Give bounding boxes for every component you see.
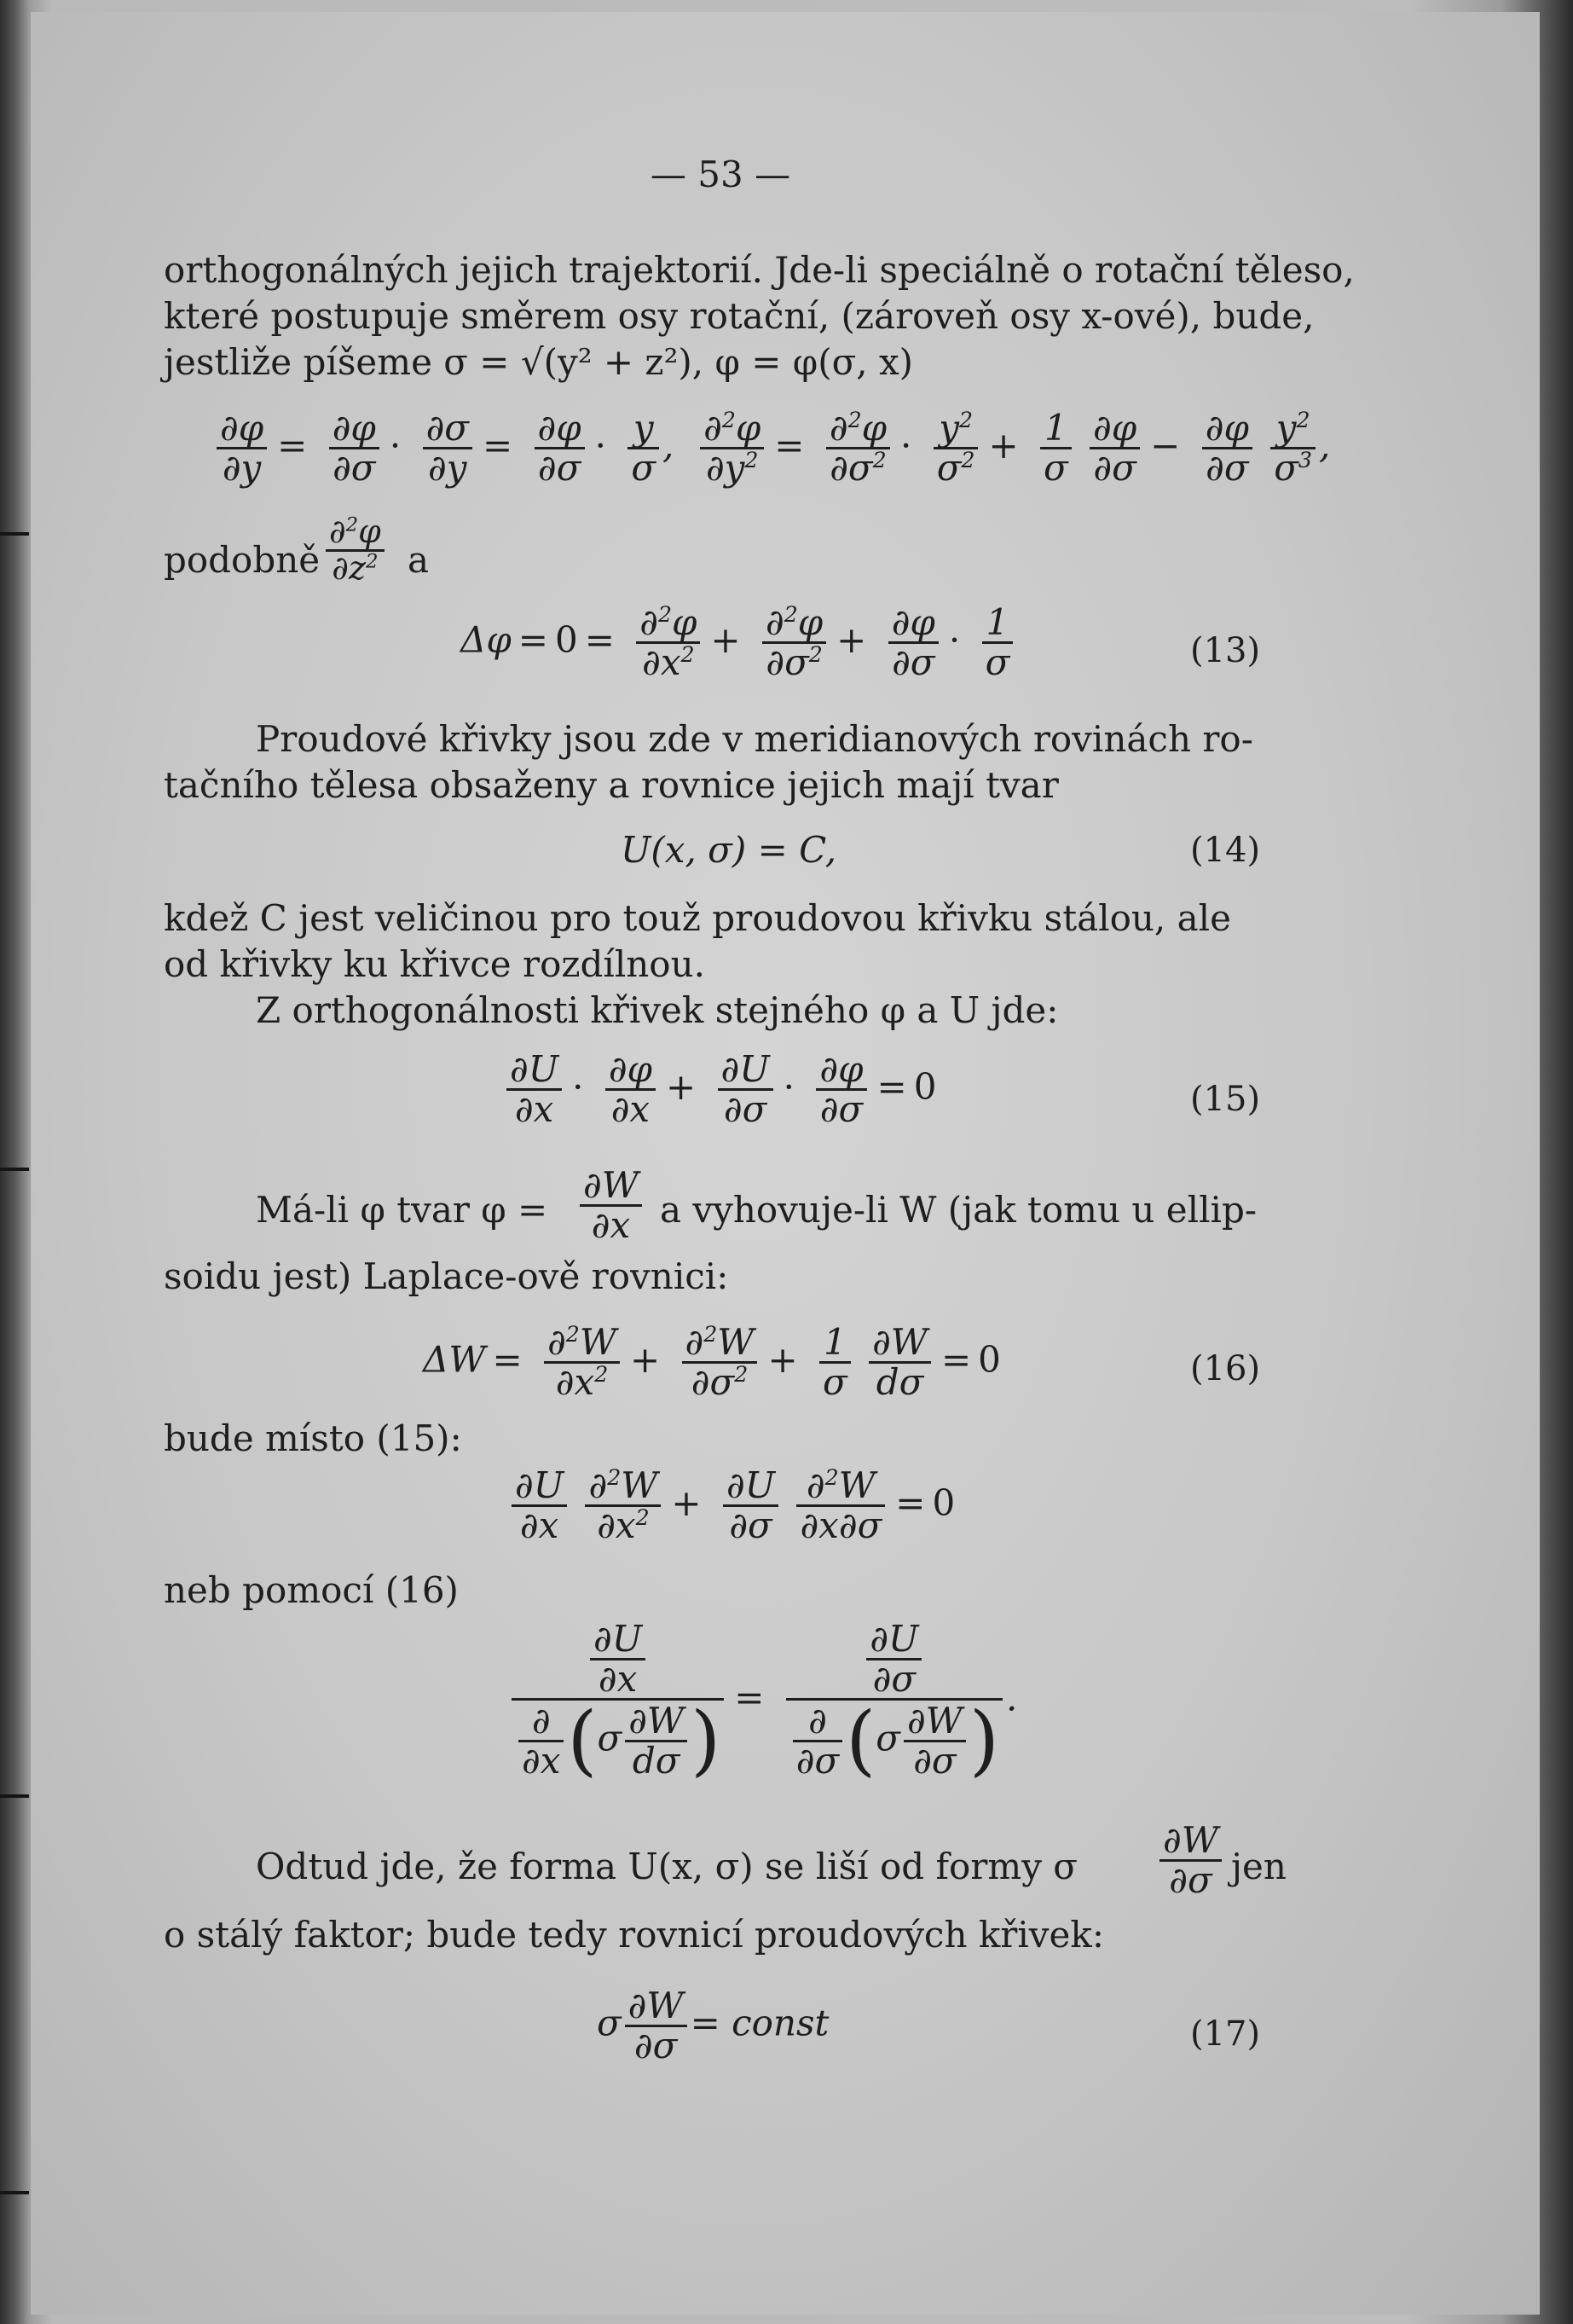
binding-mark	[0, 532, 29, 536]
text-line: Odtud jde, že forma U(x, σ) se liší od formy σ	[256, 1846, 1078, 1887]
equation-fraction: $\frac{\partial W}{\partial x}$	[576, 1167, 645, 1244]
binding-mark	[0, 2191, 29, 2194]
text-line: neb pomocí (16)	[164, 1569, 459, 1611]
text-line: bude místo (15):	[164, 1417, 462, 1459]
text-line: a	[408, 539, 430, 581]
page-number: — 53 —	[650, 154, 791, 195]
text-line: které postupuje směrem osy rotační, (zároveň osy x-ové), bude,	[164, 295, 1315, 337]
equation-ratio: $\frac{\partial U}{\partial x}$ $\frac{\partial}{\partial x}$ (σ $\frac{\partial W}{d\sigma}$ ) = $\frac{\partial U}{\partial\sigma}$ $\frac{\partial}{\partial\sigma}$ (σ $\frac{\partial W}{\partial\sigma}$ ) .	[508, 1620, 1017, 1782]
text-line: podobně	[164, 539, 321, 581]
equation-15: $\frac{\partial U}{\partial x}$ · $\frac{\partial\varphi}{\partial x}$ + $\frac{\partial U}{\partial\sigma}$ · $\frac{\partial\varphi}{\partial\sigma}$ = 0	[503, 1051, 936, 1128]
equation-number: (14)	[1190, 831, 1261, 870]
equation-number: (16)	[1190, 1349, 1261, 1388]
equation-fraction: $\frac{\partial W}{\partial\sigma}$	[1156, 1822, 1225, 1899]
text-line: Má-li φ tvar φ =	[256, 1189, 548, 1231]
equation-fraction: $\frac{\partial^2\varphi}{\partial z^2}$	[322, 515, 388, 586]
equation-17: σ $\frac{\partial W}{\partial\sigma}$ = const	[597, 1985, 830, 2067]
text-line: jestliže píšeme σ = √(y² + z²), φ = φ(σ, x)	[164, 341, 914, 383]
equation-number: (15)	[1190, 1080, 1261, 1119]
binding-mark	[0, 1168, 29, 1171]
equation-16: ΔW = $\frac{\partial^2W}{\partial x^2}$ + $\frac{\partial^2W}{\partial\sigma^2}$ + $\frac{1}{\sigma}$ $\frac{\partial W}{d\sigma}$ = 0	[423, 1321, 1001, 1404]
text-line: jen	[1231, 1846, 1287, 1887]
equation-number: (17)	[1190, 2014, 1261, 2054]
text-line: kdež C jest veličinou pro touž proudovou křivku stálou, ale	[164, 897, 1231, 939]
text-line: o stálý faktor; bude tedy rovnicí proudových křivek:	[164, 1914, 1104, 1956]
equation-number: (13)	[1190, 631, 1261, 670]
text-line: Z orthogonálnosti křivek stejného φ a U jde:	[256, 989, 1059, 1031]
text-line: tačního tělesa obsaženy a rovnice jejich mají tvar	[164, 764, 1059, 806]
equation-combined: $\frac{\partial U}{\partial x}$ $\frac{\partial^2W}{\partial x^2}$ + $\frac{\partial U}{\partial\sigma}$ $\frac{\partial^2W}{\partial x\partial\sigma}$ = 0	[508, 1467, 955, 1545]
text-line: od křivky ku křivce rozdílnou.	[164, 943, 705, 985]
text-line: soidu jest) Laplace-ově rovnici:	[164, 1255, 729, 1297]
equation-14: U(x, σ) = C,	[621, 829, 837, 871]
text-line: Proudové křivky jsou zde v meridianových rovinách ro-	[256, 718, 1253, 760]
equation-17-rhs: = const	[690, 2002, 830, 2044]
text-line: a vyhovuje-li W (jak tomu u ellip-	[660, 1189, 1258, 1231]
equation-13: Δφ = 0 = $\frac{\partial^2\varphi}{\partial x^2}$ + $\frac{\partial^2\varphi}{\partial\sigma^2}$ + $\frac{\partial\varphi}{\partial\sigma}$ · $\frac{1}{\sigma}$	[460, 604, 1016, 681]
equation-derivatives: $\frac{\partial\varphi}{\partial y}$ = $\frac{\partial\varphi}{\partial\sigma}$ · $\frac{\partial\sigma}{\partial y}$ = $\frac{\partial\varphi}{\partial\sigma}$ · $\frac{y}{\sigma}$ , $\frac{\partial^2\varphi}{\partial y^2}$ = $\frac{\partial^2\varphi}{\partial\sigma^2}$ · $\frac{y^2}{\sigma^2}$ + $\frac{1}{\sigma}$ $\frac{\partial\varphi}{\partial\sigma}$ − $\frac{\partial\varphi}{\partial\sigma}$ $\frac{y^2}{\sigma^3}$ ,	[213, 409, 1330, 487]
binding-mark	[0, 1794, 29, 1798]
text-line: orthogonálných jejich trajektorií. Jde-li speciálně o rotační těleso,	[164, 249, 1355, 291]
